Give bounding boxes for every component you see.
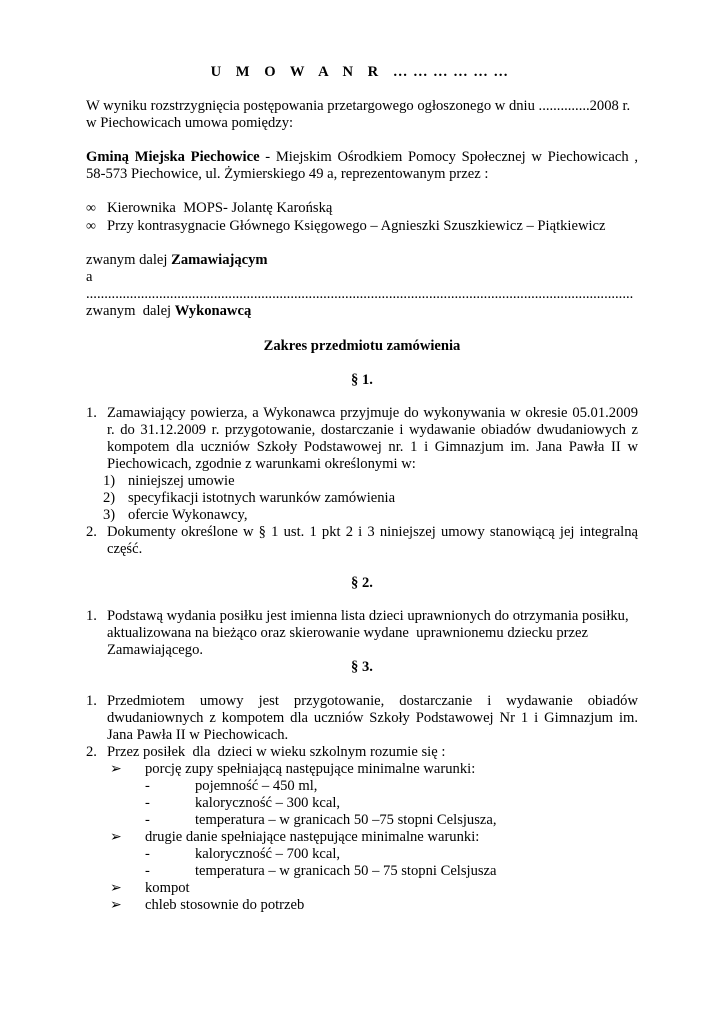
zamawiajacy-line	[86, 252, 268, 269]
p1-item1-line: r. do 31.12.2009 r. przygotowanie, dostarczanie i wydawanie obiadów dwudaniowych z	[107, 422, 638, 438]
dash-bullet: -	[145, 863, 150, 879]
soup-line: porcję zupy spełniającą następujące minimalne warunki:	[145, 761, 476, 777]
zamawiajacy-label: Zamawiającym	[171, 252, 268, 268]
p3-item2-text: Przez posiłek dla dzieci w wieku szkolnym rozumie się :	[107, 744, 446, 760]
wykonawca-line	[86, 303, 251, 320]
bread-line: chleb stosownie do potrzeb	[145, 897, 305, 913]
infinity-bullet-icon: ∞	[86, 201, 96, 216]
arrow-bullet-icon: ➢	[110, 762, 122, 777]
arrow-bullet-icon: ➢	[110, 898, 122, 913]
p1-item1-number: 1.	[86, 405, 97, 421]
p3-item1-line: Jana Pawła II w Piechowicach.	[107, 727, 289, 743]
p2-item1-line: Podstawą wydania posiłku jest imienna lista dzieci uprawnionych do otrzymania posiłku,	[107, 608, 629, 624]
wykonawca-label: Wykonawcą	[174, 303, 252, 319]
party-line-2: 58-573 Piechowice, ul. Żymierskiego 49 a, reprezentowanym przez :	[86, 166, 489, 182]
paragraph-2-heading: § 2.	[351, 575, 373, 591]
intro-line-1: W wyniku rozstrzygnięcia postępowania przetargowego ogłoszonego w dniu ..............2008 r.	[86, 98, 631, 114]
paragraph-3-heading: § 3.	[351, 659, 373, 675]
infinity-bullet-icon: ∞	[86, 219, 96, 234]
section-heading: Zakres przedmiotu zamówienia	[263, 338, 461, 354]
p1-item2-line: część.	[107, 541, 143, 557]
party-line-1-rest: - Miejskim Ośrodkiem Pomocy Społecznej w Piechowicach ,	[259, 149, 638, 165]
p1-item2-number: 2.	[86, 524, 97, 540]
wykonawca-prefix: zwanym dalej	[86, 303, 175, 319]
soup-requirement: pojemność – 450 ml,	[195, 778, 318, 794]
p1-subitem-text: specyfikacji istotnych warunków zamówienia	[128, 490, 396, 506]
contractor-placeholder-dots: ......................................................................................................................................................	[86, 286, 634, 302]
zamawiajacy-prefix: zwanym dalej	[86, 252, 172, 268]
arrow-bullet-icon: ➢	[110, 830, 122, 845]
p1-item1-line: Zamawiający powierza, a Wykonawca przyjmuje do wykonywania w okresie 05.01.2009	[107, 405, 638, 421]
contract-title: U M O W A N R ………………	[210, 64, 514, 80]
party-line-1	[86, 149, 638, 166]
party-name: Gminą Miejska Piechowice	[86, 149, 260, 165]
kompot-line: kompot	[145, 880, 190, 896]
p3-item1-line: Przedmiotem umowy jest przygotowanie, dostarczanie i wydawanie obiadów	[107, 693, 638, 709]
dash-bullet: -	[145, 795, 150, 811]
p1-subitem-number: 3)	[103, 507, 116, 523]
soup-requirement: temperatura – w granicach 50 –75 stopni Celsjusza,	[195, 812, 497, 828]
representative-2: Przy kontrasygnacie Głównego Księgowego – Agnieszki Szuszkiewicz – Piątkiewicz	[107, 218, 606, 234]
dash-bullet: -	[145, 846, 150, 862]
second-course-requirement: kaloryczność – 700 kcal,	[195, 846, 341, 862]
conjunction-a: a	[86, 269, 93, 285]
paragraph-1-heading: § 1.	[351, 372, 373, 388]
p2-item1-line: aktualizowana na bieżąco oraz skierowanie wydane uprawnionemu dziecku przez	[107, 625, 588, 641]
p3-item2-number: 2.	[86, 744, 97, 760]
second-course-line: drugie danie spełniające następujące minimalne warunki:	[145, 829, 480, 845]
p1-subitem-number: 1)	[103, 473, 116, 489]
soup-requirement: kaloryczność – 300 kcal,	[195, 795, 341, 811]
p1-item1-line: Piechowicach, zgodnie z warunkami określonymi w:	[107, 456, 416, 472]
dash-bullet: -	[145, 778, 150, 794]
p1-item2-line: Dokumenty określone w § 1 ust. 1 pkt 2 i 3 niniejszej umowy stanowiącą jej integralną	[107, 524, 638, 540]
p2-item1-line: Zamawiającego.	[107, 642, 204, 658]
p3-item1-number: 1.	[86, 693, 97, 709]
p1-subitem-text: niniejszej umowie	[128, 473, 235, 489]
p3-item1-line: dwudaniownych z kompotem dla uczniów Szkoły Podstawowej Nr 1 i Gimnazjum im.	[107, 710, 638, 726]
p2-item1-number: 1.	[86, 608, 97, 624]
intro-line-2: w Piechowicach umowa pomiędzy:	[86, 115, 294, 131]
second-course-requirement: temperatura – w granicach 50 – 75 stopni Celsjusza	[195, 863, 497, 879]
representative-1: Kierownika MOPS- Jolantę Karońską	[107, 200, 333, 216]
p1-subitem-number: 2)	[103, 490, 116, 506]
p1-item1-line: kompotem dla uczniów Szkoły Podstawowej nr. 1 i Gimnazjum im. Jana Pawła II w	[107, 439, 638, 455]
dash-bullet: -	[145, 812, 150, 828]
p1-subitem-text: ofercie Wykonawcy,	[128, 507, 248, 523]
arrow-bullet-icon: ➢	[110, 881, 122, 896]
